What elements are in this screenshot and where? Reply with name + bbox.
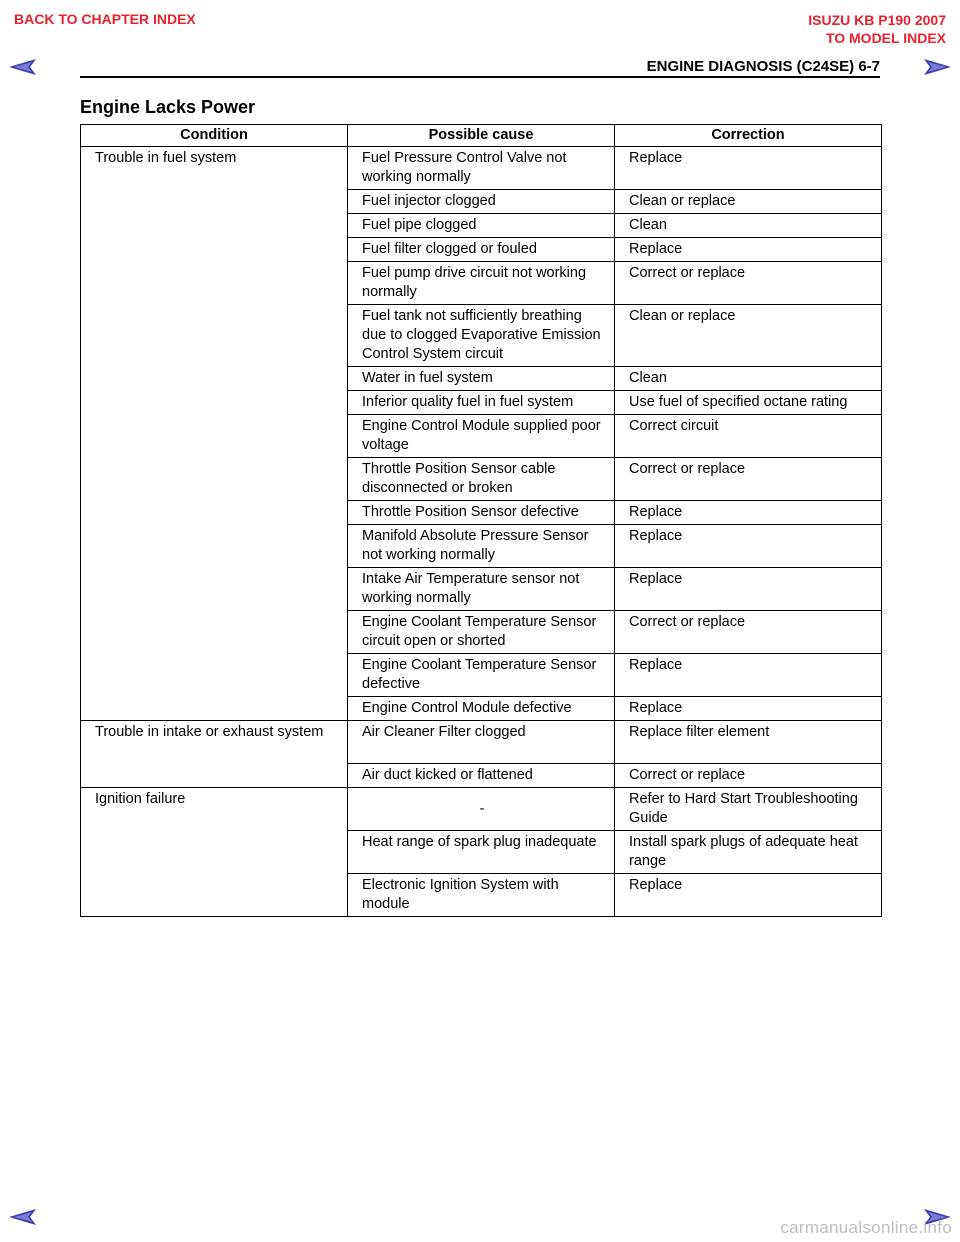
correction-cell: Correct or replace xyxy=(615,764,882,788)
cause-cell: Fuel tank not sufficiently breathing due to clogged Evaporative Emission Control System circuit xyxy=(348,305,615,367)
watermark: carmanualsonline.info xyxy=(780,1218,952,1237)
condition-cell: Ignition failure xyxy=(81,788,348,917)
prev-page-top-arrow-icon[interactable] xyxy=(8,58,38,76)
cause-cell: Engine Coolant Temperature Sensor circuit open or shorted xyxy=(348,611,615,654)
column-header-possible-cause: Possible cause xyxy=(348,125,615,147)
table-row xyxy=(81,721,882,764)
table-row xyxy=(81,788,882,831)
condition-cell: Trouble in fuel system xyxy=(81,147,348,721)
correction-cell: Replace xyxy=(615,568,882,611)
model-index-links xyxy=(808,11,946,47)
cause-cell: Air duct kicked or flattened xyxy=(348,764,615,788)
model-title-link[interactable]: ISUZU KB P190 2007 xyxy=(808,12,946,28)
cause-cell: Engine Coolant Temperature Sensor defective xyxy=(348,654,615,697)
cause-cell: Fuel injector clogged xyxy=(348,190,615,214)
diagnosis-table xyxy=(80,124,882,917)
correction-cell: Install spark plugs of adequate heat range xyxy=(615,831,882,874)
cause-cell: Heat range of spark plug inadequate xyxy=(348,831,615,874)
cause-cell: Fuel pipe clogged xyxy=(348,214,615,238)
cause-cell: Throttle Position Sensor defective xyxy=(348,501,615,525)
cause-cell: Fuel pump drive circuit not working normally xyxy=(348,262,615,305)
correction-cell: Clean or replace xyxy=(615,305,882,367)
condition-cell: Trouble in intake or exhaust system xyxy=(81,721,348,788)
cause-cell: Fuel Pressure Control Valve not working normally xyxy=(348,147,615,190)
prev-page-bottom-arrow-icon[interactable] xyxy=(8,1208,38,1226)
next-page-top-arrow-icon[interactable] xyxy=(922,58,952,76)
cause-cell: Manifold Absolute Pressure Sensor not working normally xyxy=(348,525,615,568)
correction-cell: Correct or replace xyxy=(615,611,882,654)
cause-cell: Engine Control Module defective xyxy=(348,697,615,721)
correction-cell: Replace xyxy=(615,525,882,568)
correction-cell: Correct or replace xyxy=(615,458,882,501)
cause-cell: Air Cleaner Filter clogged xyxy=(348,721,615,764)
cause-cell: Intake Air Temperature sensor not working normally xyxy=(348,568,615,611)
correction-cell: Replace filter element xyxy=(615,721,882,764)
page-title: Engine Lacks Power xyxy=(80,97,256,117)
cause-cell: Electronic Ignition System with module xyxy=(348,874,615,917)
cause-cell: Water in fuel system xyxy=(348,367,615,391)
cause-cell: - xyxy=(348,788,615,831)
column-header-correction: Correction xyxy=(615,125,882,147)
correction-cell: Replace xyxy=(615,654,882,697)
correction-cell: Correct or replace xyxy=(615,262,882,305)
cause-cell: Throttle Position Sensor cable disconnected or broken xyxy=(348,458,615,501)
back-to-chapter-index-link[interactable]: BACK TO CHAPTER INDEX xyxy=(14,11,196,27)
correction-cell: Refer to Hard Start Troubleshooting Guide xyxy=(615,788,882,831)
cause-cell: Inferior quality fuel in fuel system xyxy=(348,391,615,415)
table-row xyxy=(81,147,882,190)
correction-cell: Use fuel of specified octane rating xyxy=(615,391,882,415)
header-divider xyxy=(80,76,880,78)
section-header-title: ENGINE DIAGNOSIS (C24SE) 6-7 xyxy=(646,58,880,75)
correction-cell: Replace xyxy=(615,874,882,917)
cause-cell: Fuel filter clogged or fouled xyxy=(348,238,615,262)
correction-cell: Clean or replace xyxy=(615,190,882,214)
correction-cell: Replace xyxy=(615,697,882,721)
correction-cell: Replace xyxy=(615,238,882,262)
to-model-index-link[interactable]: TO MODEL INDEX xyxy=(825,30,946,46)
correction-cell: Clean xyxy=(615,367,882,391)
cause-cell: Engine Control Module supplied poor voltage xyxy=(348,415,615,458)
correction-cell: Replace xyxy=(615,147,882,190)
correction-cell: Clean xyxy=(615,214,882,238)
correction-cell: Correct circuit xyxy=(615,415,882,458)
column-header-condition: Condition xyxy=(81,125,348,147)
table-header-row xyxy=(81,125,882,147)
correction-cell: Replace xyxy=(615,501,882,525)
